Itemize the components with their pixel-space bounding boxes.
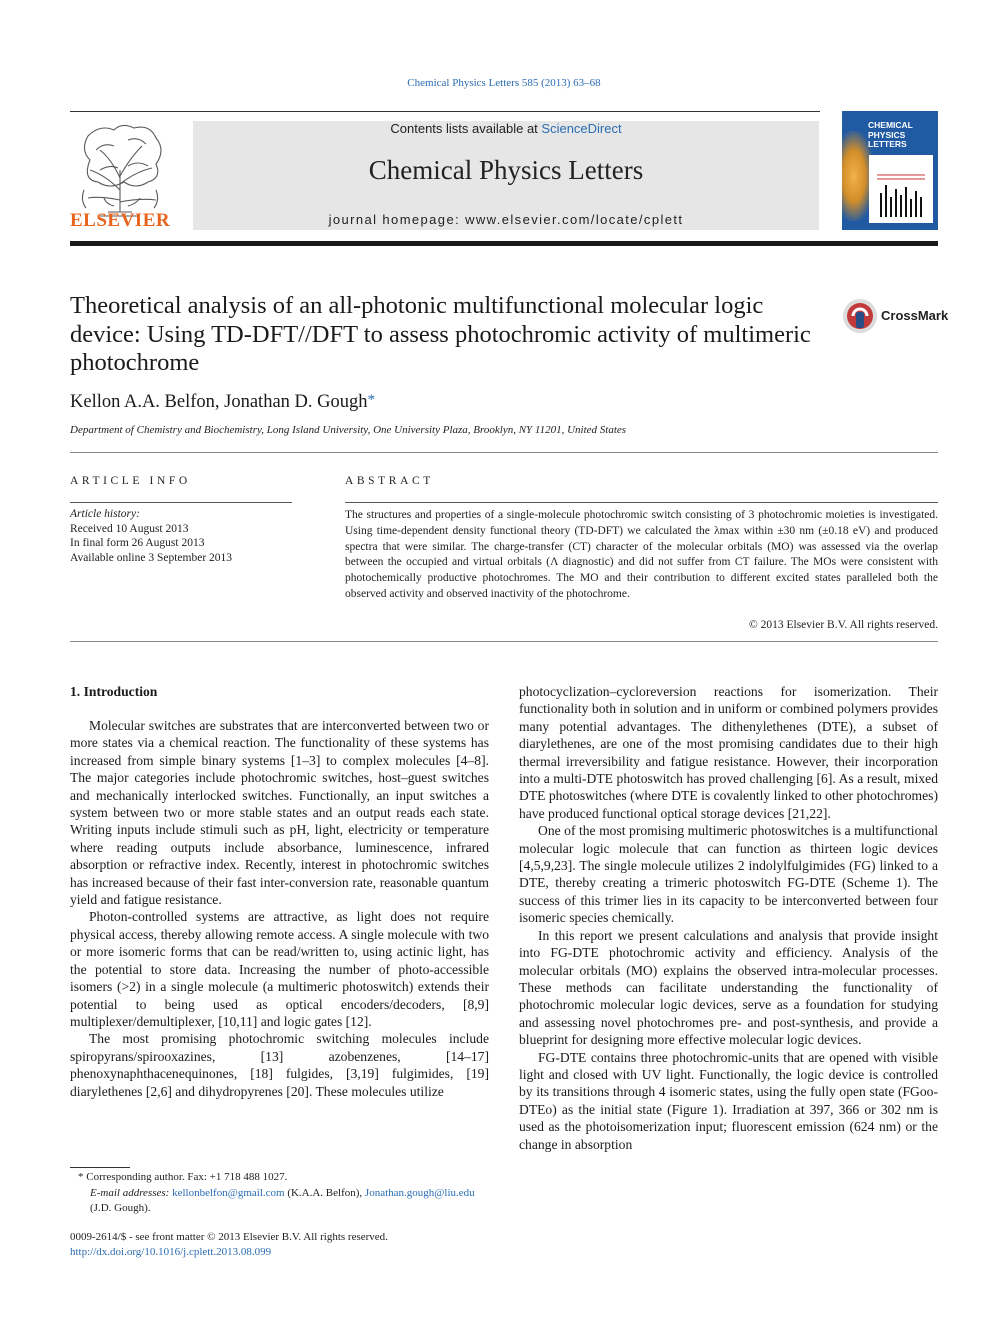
crossmark-icon[interactable] [842,298,878,334]
intro-paragraph-3: The most promising photochromic switching molecules include spiropyrans/spirooxazines, [13] azobenzenes, [14–17] phenoxynaphthacenequinones, [18] fulgides, [3,19] fulgimides, [19] diarylethenes [2,6] and dihydropyrenes [20]. These molecules utilize [70,1031,489,1099]
journal-reference[interactable]: Chemical Physics Letters 585 (2013) 63–68 [407,77,601,89]
final-form-date: In final form 26 August 2013 [70,537,205,550]
received-date: Received 10 August 2013 [70,522,189,535]
body-column-left [70,717,489,1100]
sciencedirect-link[interactable]: ScienceDirect [541,121,622,136]
crossmark-label[interactable]: CrossMark [881,308,949,323]
divider-below-abstract [70,641,938,642]
corresponding-author-note: * Corresponding author. Fax: +1 718 488 1027. [78,1171,288,1183]
divider-above-info [70,452,938,453]
footnote-rule [70,1167,130,1168]
copyright-notice: © 2013 Elsevier B.V. All rights reserved. [749,619,938,631]
article-title: Theoretical analysis of an all-photonic multifunctional molecular logic device: Using TD-DFT//DFT to assess photochromic activity of multimeric photochrome [70,292,811,376]
cover-title: CHEMICAL PHYSICS LETTERS [868,120,913,149]
article-history [70,507,292,565]
article-info-heading: ARTICLE INFO [70,475,191,487]
intro-paragraph-5: In this report we present calculations and analysis that provide insight into FG-DTE photochromic activity and efficiency. Analysis of the molecular orbitals (MO) explains the observed intra-molecular processes. These methods can facilitate understanding the functionality of photochromic molecular logic devices, serve as a foundation for studying and assessing novel photochromes pre- and post-synthesis, and provide a blueprint for designing more effective molecular logic devices. [519,927,938,1048]
history-heading: Article history: [70,508,140,520]
journal-title: Chemical Physics Letters [368,155,644,185]
intro-paragraph-1: Molecular switches are substrates that are interconverted between two or more states via a chemical reaction. The functionality of these systems has increased from simple binary systems [1–3] to complex molecules [4–8]. The major categories include photochromic switches, host–guest switches and mechanically interlocked switches. Functionally, an input switches a system between two or more stable states and an output reads each state. Writing inputs include stimuli such as pH, light, electricity or temperature where reading outputs include absorbance, luminescence, infrared absorption or refractive index. Recently, interest in photochromic switches has increased because of their fast inter-conversion rate, reasonable quantum yield and fatigue resistance. [70,718,489,908]
doi-link[interactable]: http://dx.doi.org/10.1016/j.cplett.2013.08.099 [70,1245,272,1258]
body-column-right [519,683,938,1153]
email-owner-2: (J.D. Gough). [90,1202,151,1214]
abstract-text: The structures and properties of a single-molecule photochromic switch consisting of 3 photochromic moieties is investigated. Using time-dependent density functional theory (TD-DFT) we calculated the λmax within ±30 nm (±0.18 eV) and produced spectra that were similar. The charge-transfer (CT) character of the molecular orbitals (MO) was assessed via the overlap between the occupied and virtual orbitals (Λ diagnostic) and did not suffer from CT failure. The MOs were consistent with photochemically productive photochromes. The MO and their contribution to different excited states paralleled both the observed activity and observed inactivity of the photochrome. [345,509,938,600]
email-label: E-mail addresses: [90,1186,170,1199]
email-link-2[interactable]: Jonathan.gough@liu.edu [364,1186,475,1199]
intro-paragraph-4: One of the most promising multimeric photoswitches is a multifunctional molecular logic molecule that can function as thirteen logic devices [4,5,9,23]. The single molecule utilizes 2 indolylfulgimides (FG) linked to a DTE, thereby creating a trimeric photoswitch FG-DTE (Scheme 1). The success of this trimer lies in its capacity to be interconverted between four isomeric species chemically. [519,823,938,926]
elsevier-wordmark: ELSEVIER [70,210,171,231]
abstract-rule [345,502,938,503]
issn-block [70,1230,489,1259]
cover-panel [869,155,933,223]
contents-line [193,121,819,136]
header-thick-rule [70,241,938,246]
abstract-heading: ABSTRACT [345,475,434,487]
online-date: Available online 3 September 2013 [70,551,233,564]
article-info-rule [70,502,292,503]
journal-cover[interactable] [842,111,938,230]
cover-barcode-graphic [869,155,933,223]
intro-paragraph-3-cont: photocyclization–cycloreversion reactions for isomerization. Their functionality both in solution and in uniform or combined polymers provides many potential advantages. The dithenylethenes (DTE), a subset of diarylethenes, are one of the most promising candidates due to their high thermal irreversibility and fatigue resistance. However, their incorporation into a multi-DTE photoswitch has proved challenging [6]. As a result, mixed DTE photoswitches (where DTE is covalently linked to other photochromes) have produced functional optical storage devices [21,22]. [519,684,938,821]
email-link-1[interactable]: kellonbelfon@gmail.com [172,1186,285,1199]
email-owner-1: (K.A.A. Belfon), [287,1186,363,1199]
author-list [70,392,375,413]
footnote-block [70,1170,489,1217]
issn-line: 0009-2614/$ - see front matter © 2013 Elsevier B.V. All rights reserved. [70,1231,388,1243]
intro-paragraph-2: Photon-controlled systems are attractive, as light does not require physical access, thereby allowing remote access. A single molecule with two or more isomeric forms that can be read/written to, using actinic light, has the potential to store data. Increasing the number of photo-accessible isomers (>2) in a single molecule (a multimeric photoswitch) extends their potential to being used as optical encoders/decoders, [8,9] multiplexer/demultiplexer, [10,11] and logic gates [12]. [70,909,489,1029]
email-line [70,1186,489,1217]
affiliation: Department of Chemistry and Biochemistry, Long Island University, One University Plaza, Brooklyn, NY 11201, United States [70,424,627,436]
corresponding-author-mark[interactable]: * [367,392,376,408]
contents-prefix: Contents lists available at [390,121,542,136]
author-names: Kellon A.A. Belfon, Jonathan D. Gough [70,392,368,412]
section-heading-introduction: 1. Introduction [70,684,158,699]
journal-homepage[interactable]: journal homepage: www.elsevier.com/locate/cplett [328,212,684,227]
header-divider [70,111,820,112]
intro-paragraph-6: FG-DTE contains three photochromic-units that are opened with visible light and closed with UV light. Functionally, the logic device is controlled by its transitions through 4 isomeric states, using the fully open state (FGoo-DTEo) as the initial state (Figure 1). Irradiation at 397, 366 or 302 nm is used as the photoisomerization input; fluorescent emission (624 nm) or the change in absorption [519,1049,938,1152]
